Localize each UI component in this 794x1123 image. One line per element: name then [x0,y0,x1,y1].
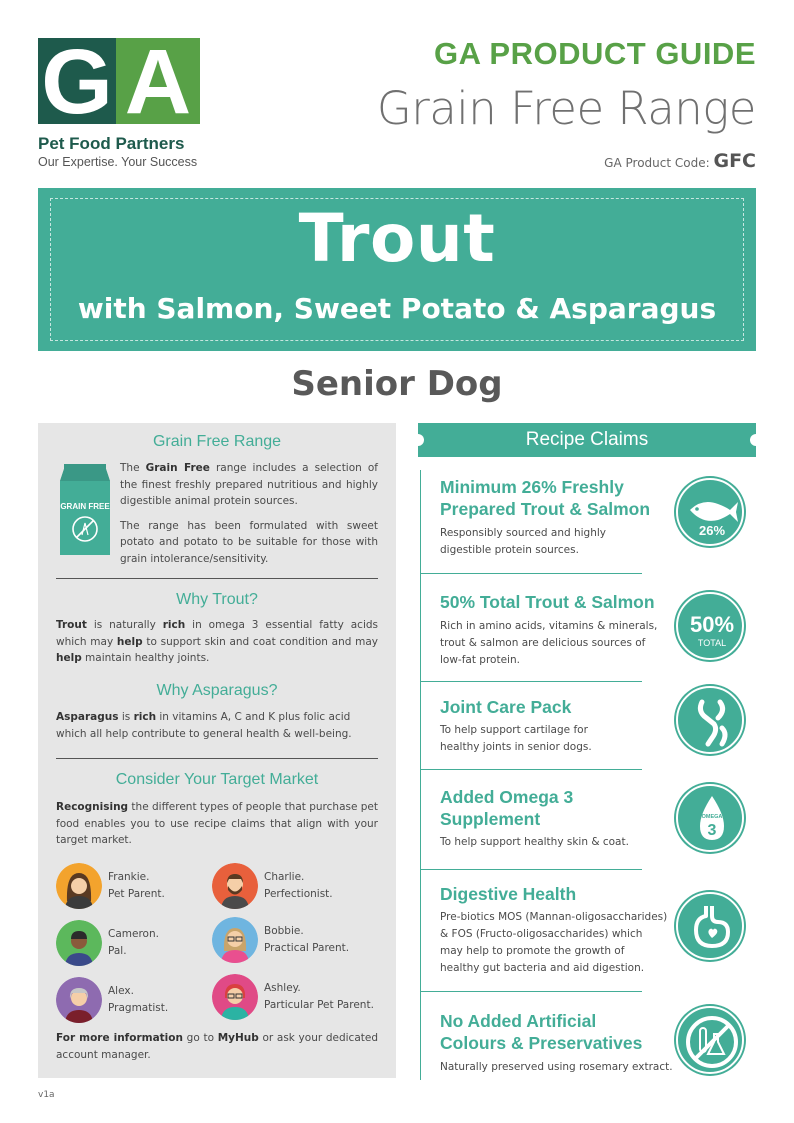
claim-line [420,992,421,1080]
claim-description: To help support healthy skin & coat. [440,836,629,848]
omega-label: OMEGA [701,814,723,820]
avatar [212,974,258,1020]
claim-line [420,682,421,770]
logo-a-block [116,38,200,124]
fish-icon [676,478,744,546]
divider [56,758,378,759]
why-trout-heading: Why Trout? [176,591,258,608]
persona-label [264,923,349,957]
persona-role: Practical Parent. [264,942,350,954]
claim-no-artificial [420,992,756,1080]
persona-label [108,983,168,1017]
brand-name: Pet Food Partners [38,134,185,153]
persona-bobbie [212,917,349,963]
persona-name: Cameron. [108,928,159,940]
claim-title: 50% Total Trout & Salmon [440,592,655,612]
divider [56,578,378,579]
persona-label [108,869,165,903]
grain-free-text [120,460,378,567]
fish-icon-label: 26% [698,523,726,538]
grain-free-paragraph-2: The range has been formulated with sweet potato and potato to be suitable for those with grain intolerance/sensitivity. [120,519,378,565]
grain-free-heading: Grain Free Range [152,433,282,450]
persona-ashley [212,974,374,1020]
claim-title: Joint Care Pack [440,697,572,717]
why-trout-text: Trout is naturally rich in omega 3 essential fatty acids which may help to support skin and coat condition and may help maintain healthy joints. [56,619,379,664]
recipe-claims-heading: Recipe Claims [525,429,649,450]
product-banner [38,188,756,351]
brand-logo [38,38,208,169]
claim-description: Responsibly sourced and highly digestible protein sources. [440,527,607,556]
avatar [56,977,102,1023]
avatar [56,863,102,909]
logo-mark [38,38,200,124]
persona-label [108,926,159,960]
claim-title: No Added Artificial Colours & Preservatives [440,1011,643,1053]
range-title: Grain Free Range [376,82,756,135]
grain-free-paragraph-1: The Grain Free range includes a selection of the finest freshly prepared nutritious and highly digestible animal protein sources. [120,462,378,507]
percent-icon-label: 50% [689,612,735,637]
persona-frankie [56,863,165,909]
persona-name: Ashley. [264,982,301,994]
logo-g-block [38,38,116,124]
life-stage: Senior Dog [291,364,503,404]
product-code-value: GFC [713,150,756,172]
claim-description: Naturally preserved using rosemary extract. [440,1061,673,1073]
brand-tagline: Our Expertise. Your Success [38,155,198,169]
percent-icon-sublabel: TOTAL [697,638,727,648]
claim-line [420,770,421,870]
persona-cameron [56,920,159,966]
claim-total-trout [420,574,756,682]
product-title: Trout [298,200,496,277]
food-bag-icon [58,463,112,559]
omega-drop-icon [676,784,744,852]
product-subtitle: with Salmon, Sweet Potato & Asparagus [77,292,717,325]
bag-label: GRAIN FREE [60,502,110,511]
joint-icon [676,686,744,754]
avatar [56,920,102,966]
claim-title: Digestive Health [440,884,577,904]
claim-description: To help support cartilage for healthy joints in senior dogs. [440,724,592,753]
recipe-claims-header [418,423,756,457]
persona-name: Charlie. [264,871,305,883]
stomach-icon [676,892,744,960]
percent-icon [676,592,744,660]
guide-title: GA PRODUCT GUIDE [433,36,756,71]
why-asparagus-heading: Why Asparagus? [156,682,278,699]
avatar [212,917,258,963]
more-info-text: For more information go to MyHub or ask your dedicated account manager. [56,1032,379,1061]
why-asparagus-text: Asparagus is rich in vitamins A, C and K plus folic acid which all help contribute to general health & well-being. [56,711,352,740]
target-market-heading: Consider Your Target Market [115,771,319,788]
claim-title: Minimum 26% Freshly Prepared Trout & Salmon [440,477,651,519]
info-panel [38,423,396,1078]
claim-title: Added Omega 3 Supplement [440,787,574,829]
claim-line [420,870,421,992]
persona-label [264,980,374,1014]
claim-omega-3 [420,770,756,870]
header-dot-right [750,434,762,446]
persona-name: Frankie. [108,871,150,883]
persona-label [264,869,333,903]
persona-alex [56,977,168,1023]
claim-line [420,574,421,682]
product-code-label: GA Product Code: [604,156,710,170]
persona-role: Pet Parent. [108,888,165,900]
claim-digestive-health [420,870,756,992]
persona-role: Pal. [108,945,127,957]
product-code [604,150,756,172]
claim-description: Pre-biotics MOS (Mannan-oligosaccharides) & FOS (Fructo-oligosaccharides) which may help to promote the growth of healthy gut bacteria and aid digestion. [440,911,668,974]
logo-g-letter: G [41,38,113,124]
persona-role: Pragmatist. [108,1002,169,1014]
no-chemicals-icon [676,1006,744,1074]
omega-number: 3 [707,822,717,839]
persona-name: Alex. [108,985,134,997]
claim-description: Rich in amino acids, vitamins & minerals, trout & salmon are delicious sources of low-fat protein. [440,620,658,666]
logo-a-letter: A [124,38,192,124]
persona-charlie [212,863,333,909]
persona-name: Bobbie. [264,925,304,937]
avatar [212,863,258,909]
claim-joint-care [420,682,756,770]
claim-fresh-trout [420,470,756,574]
persona-role: Particular Pet Parent. [264,999,374,1011]
version-label: v1a [38,1090,55,1100]
target-market-text: Recognising the different types of people that purchase pet food enables you to use recipe claims that align with your target market. [56,801,379,846]
persona-role: Perfectionist. [264,888,333,900]
claim-line [420,470,421,574]
